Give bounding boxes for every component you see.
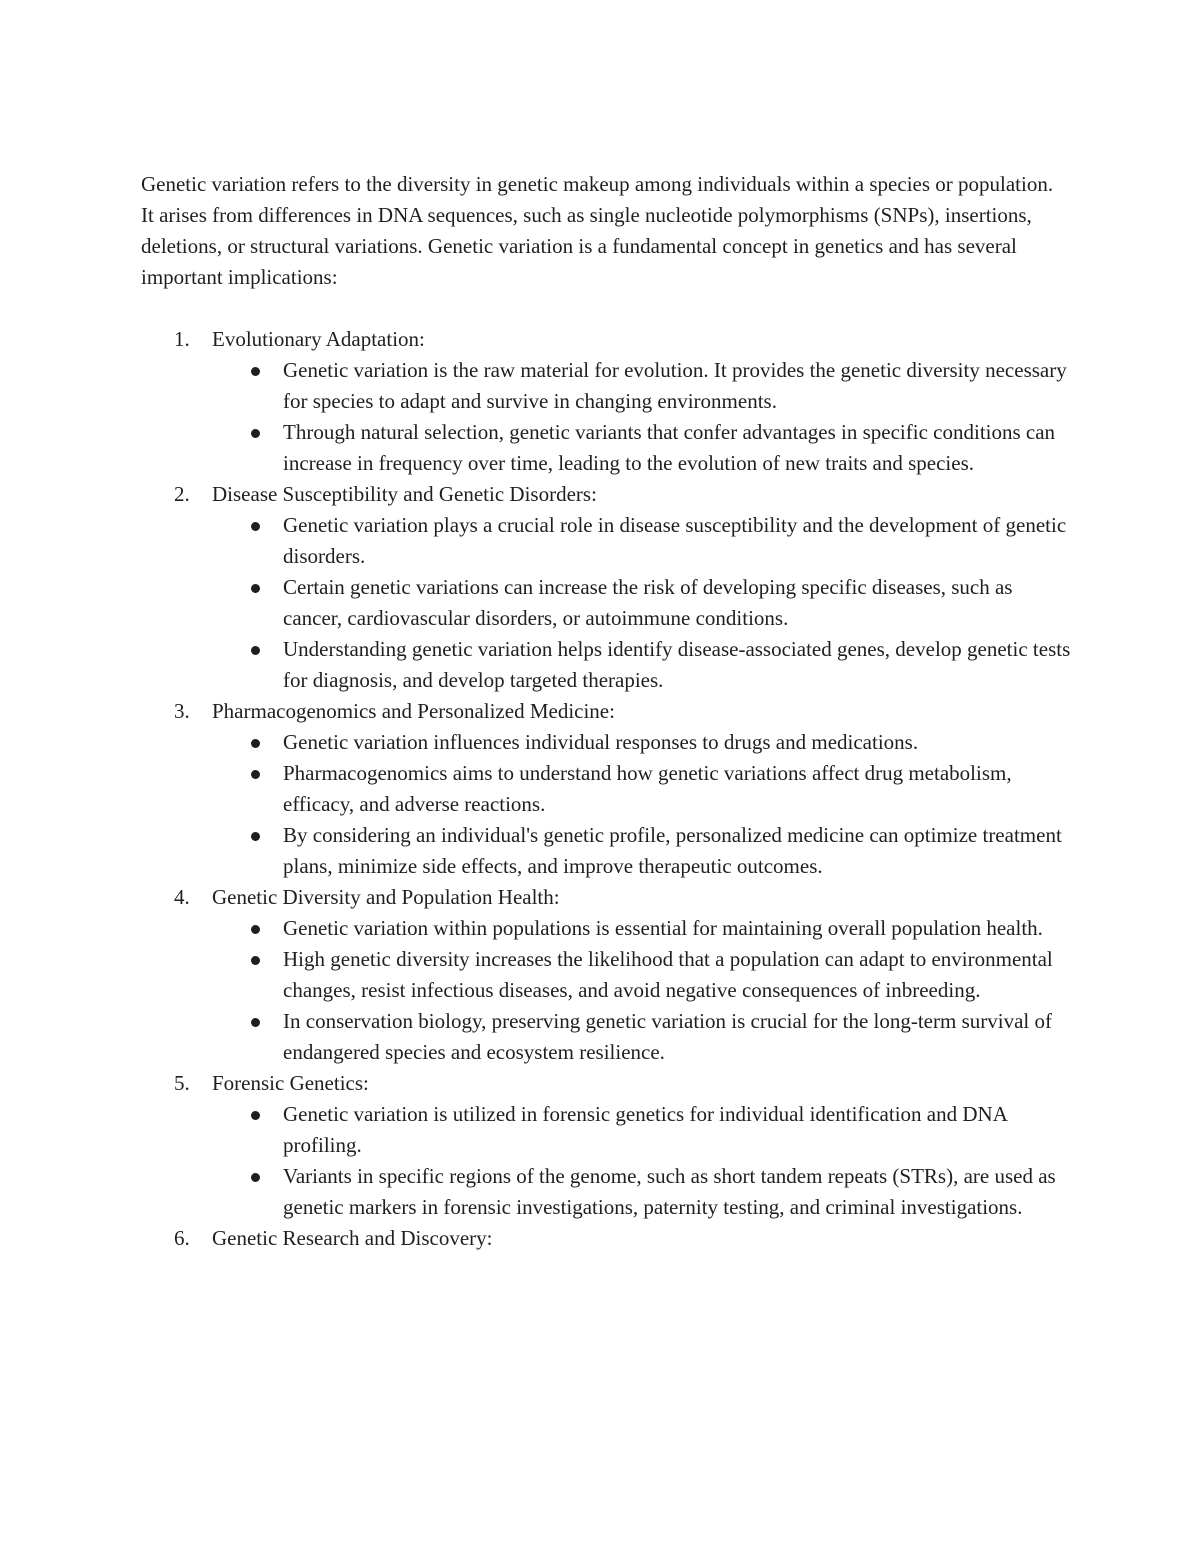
bullet-dot-icon [251, 522, 260, 531]
section-title: Forensic Genetics: [212, 1071, 369, 1095]
bullet-dot-icon [251, 739, 260, 748]
section-item [141, 479, 1071, 696]
bullet-dot-icon [251, 956, 260, 965]
bullet-item [141, 944, 1071, 1006]
section-heading [141, 479, 1071, 510]
bullet-text: Genetic variation within populations is essential for maintaining overall population health. [283, 916, 1043, 940]
bullet-item [141, 417, 1071, 479]
section-title: Evolutionary Adaptation: [212, 327, 425, 351]
bullet-text: By considering an individual's genetic profile, personalized medicine can optimize treatment plans, minimize side effects, and improve therapeutic outcomes. [283, 823, 1062, 878]
bullet-item [141, 634, 1071, 696]
bullet-item [141, 913, 1071, 944]
bullet-text: Certain genetic variations can increase the risk of developing specific diseases, such as cancer, cardiovascular disorders, or autoimmune conditions. [283, 575, 1013, 630]
section-title: Genetic Research and Discovery: [212, 1226, 493, 1250]
section-number: 4. [174, 885, 190, 909]
section-number: 3. [174, 699, 190, 723]
bullet-dot-icon [251, 646, 260, 655]
bullet-dot-icon [251, 832, 260, 841]
section-heading [141, 1223, 1071, 1254]
section-heading [141, 882, 1071, 913]
section-title: Genetic Diversity and Population Health: [212, 885, 560, 909]
bullet-item [141, 1161, 1071, 1223]
bullet-text: Genetic variation influences individual responses to drugs and medications. [283, 730, 919, 754]
bullet-item [141, 727, 1071, 758]
bullet-dot-icon [251, 770, 260, 779]
bullet-list [141, 727, 1071, 882]
bullet-dot-icon [251, 925, 260, 934]
bullet-dot-icon [251, 429, 260, 438]
bullet-item [141, 1006, 1071, 1068]
bullet-dot-icon [251, 584, 260, 593]
section-number: 1. [174, 327, 190, 351]
document-body [141, 169, 1071, 1254]
bullet-list [141, 355, 1071, 479]
bullet-list [141, 510, 1071, 696]
bullet-dot-icon [251, 1018, 260, 1027]
section-title: Pharmacogenomics and Personalized Medicine: [212, 699, 615, 723]
bullet-item [141, 1099, 1071, 1161]
section-heading [141, 696, 1071, 727]
bullet-dot-icon [251, 1173, 260, 1182]
bullet-text: Understanding genetic variation helps identify disease-associated genes, develop genetic tests for diagnosis, and develop targeted therapies. [283, 637, 1071, 692]
bullet-item [141, 355, 1071, 417]
bullet-dot-icon [251, 367, 260, 376]
bullet-list [141, 1099, 1071, 1223]
bullet-text: Pharmacogenomics aims to understand how genetic variations affect drug metabolism, efficacy, and adverse reactions. [283, 761, 1012, 816]
section-number: 6. [174, 1226, 190, 1250]
section-number: 5. [174, 1071, 190, 1095]
bullet-text: High genetic diversity increases the likelihood that a population can adapt to environmental changes, resist infectious diseases, and avoid negative consequences of inbreeding. [283, 947, 1053, 1002]
bullet-text: Genetic variation is the raw material for evolution. It provides the genetic diversity necessary for species to adapt and survive in changing environments. [283, 358, 1067, 413]
bullet-dot-icon [251, 1111, 260, 1120]
bullet-text: In conservation biology, preserving genetic variation is crucial for the long-term survival of endangered species and ecosystem resilience. [283, 1009, 1052, 1064]
section-item [141, 324, 1071, 479]
bullet-list [141, 913, 1071, 1068]
section-heading [141, 1068, 1071, 1099]
section-item [141, 882, 1071, 1068]
bullet-item [141, 758, 1071, 820]
bullet-text: Genetic variation is utilized in forensic genetics for individual identification and DNA profiling. [283, 1102, 1007, 1157]
bullet-text: Variants in specific regions of the genome, such as short tandem repeats (STRs), are used as genetic markers in forensic investigations, paternity testing, and criminal investigations. [283, 1164, 1056, 1219]
implications-list [141, 324, 1071, 1254]
intro-paragraph: Genetic variation refers to the diversity in genetic makeup among individuals within a species or population. It arises from differences in DNA sequences, such as single nucleotide polymorphisms (SNPs), insertions, deletions, or structural variations. Genetic variation is a fundamental concept in genetics and has several important implications: [141, 172, 1054, 289]
section-title: Disease Susceptibility and Genetic Disorders: [212, 482, 597, 506]
section-item [141, 1223, 1071, 1254]
bullet-item [141, 820, 1071, 882]
section-number: 2. [174, 482, 190, 506]
bullet-item [141, 572, 1071, 634]
section-heading [141, 324, 1071, 355]
bullet-text: Genetic variation plays a crucial role in disease susceptibility and the development of genetic disorders. [283, 513, 1067, 568]
section-item [141, 1068, 1071, 1223]
bullet-item [141, 510, 1071, 572]
paragraph-spacer [141, 293, 1071, 324]
section-item [141, 696, 1071, 882]
bullet-text: Through natural selection, genetic variants that confer advantages in specific conditions can increase in frequency over time, leading to the evolution of new traits and species. [283, 420, 1056, 475]
